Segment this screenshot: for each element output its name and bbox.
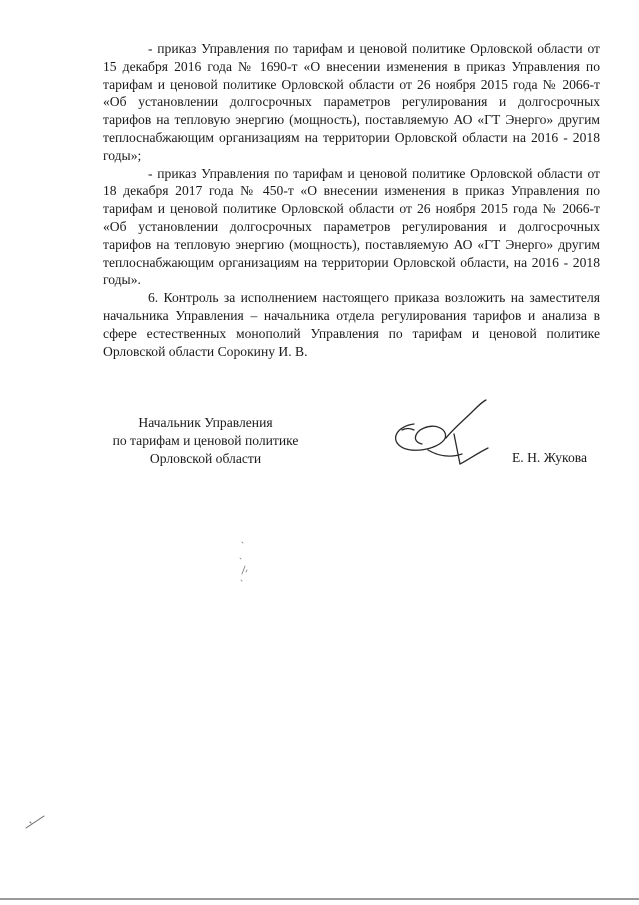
signatory-title [103,414,308,467]
document-body [103,40,600,360]
paragraph-order-450: - приказ Управления по тарифам и ценовой политике Орловской области от 18 декабря 2017 года № 450-т «О внесении изменения в приказ Управления по тарифам и ценовой политике Орловской области от 26 ноября 2015 года № 2066-т «Об установлении долгосрочных параметров регулирования и долгосрочных тарифов на тепловую энергию (мощность), поставляемую АО «ГТ Энерго» другим теплоснабжающим организациям на территории Орловской области, на 2016 - 2018 годы». [103,165,600,288]
signatory-title-line-2: по тарифам и ценовой политике [112,432,299,448]
scan-bottom-edge [0,898,639,900]
signatory-title-line-3: Орловской области [149,450,262,466]
scan-speck-mark-left [22,812,48,834]
handwritten-signature [384,394,504,474]
signatory-title-line-1: Начальник Управления [138,415,273,430]
signer-name: Е. Н. Жукова [512,450,588,465]
scan-speck-marks [236,540,254,600]
paragraph-control-clause: 6. Контроль за исполнением настоящего приказа возложить на заместителя начальника Управления – начальника отдела регулирования тарифов и анализа в сфере естественных монополий Управления по тарифам и ценовой политике Орловской области Сорокину И. В. [103,290,600,359]
paragraph-order-1690: - приказ Управления по тарифам и ценовой политике Орловской области от 15 декабря 2016 года № 1690-т «О внесении изменения в приказ Управления по тарифам и ценовой политике Орловской области от 26 ноября 2015 года № 2066-т «Об установлении долгосрочных параметров регулирования и долгосрочных тарифов на тепловую энергию (мощность), поставляемую АО «ГТ Энерго» другим теплоснабжающим организациям на территории Орловской области на 2016 - 2018 годы»; [103,41,600,163]
